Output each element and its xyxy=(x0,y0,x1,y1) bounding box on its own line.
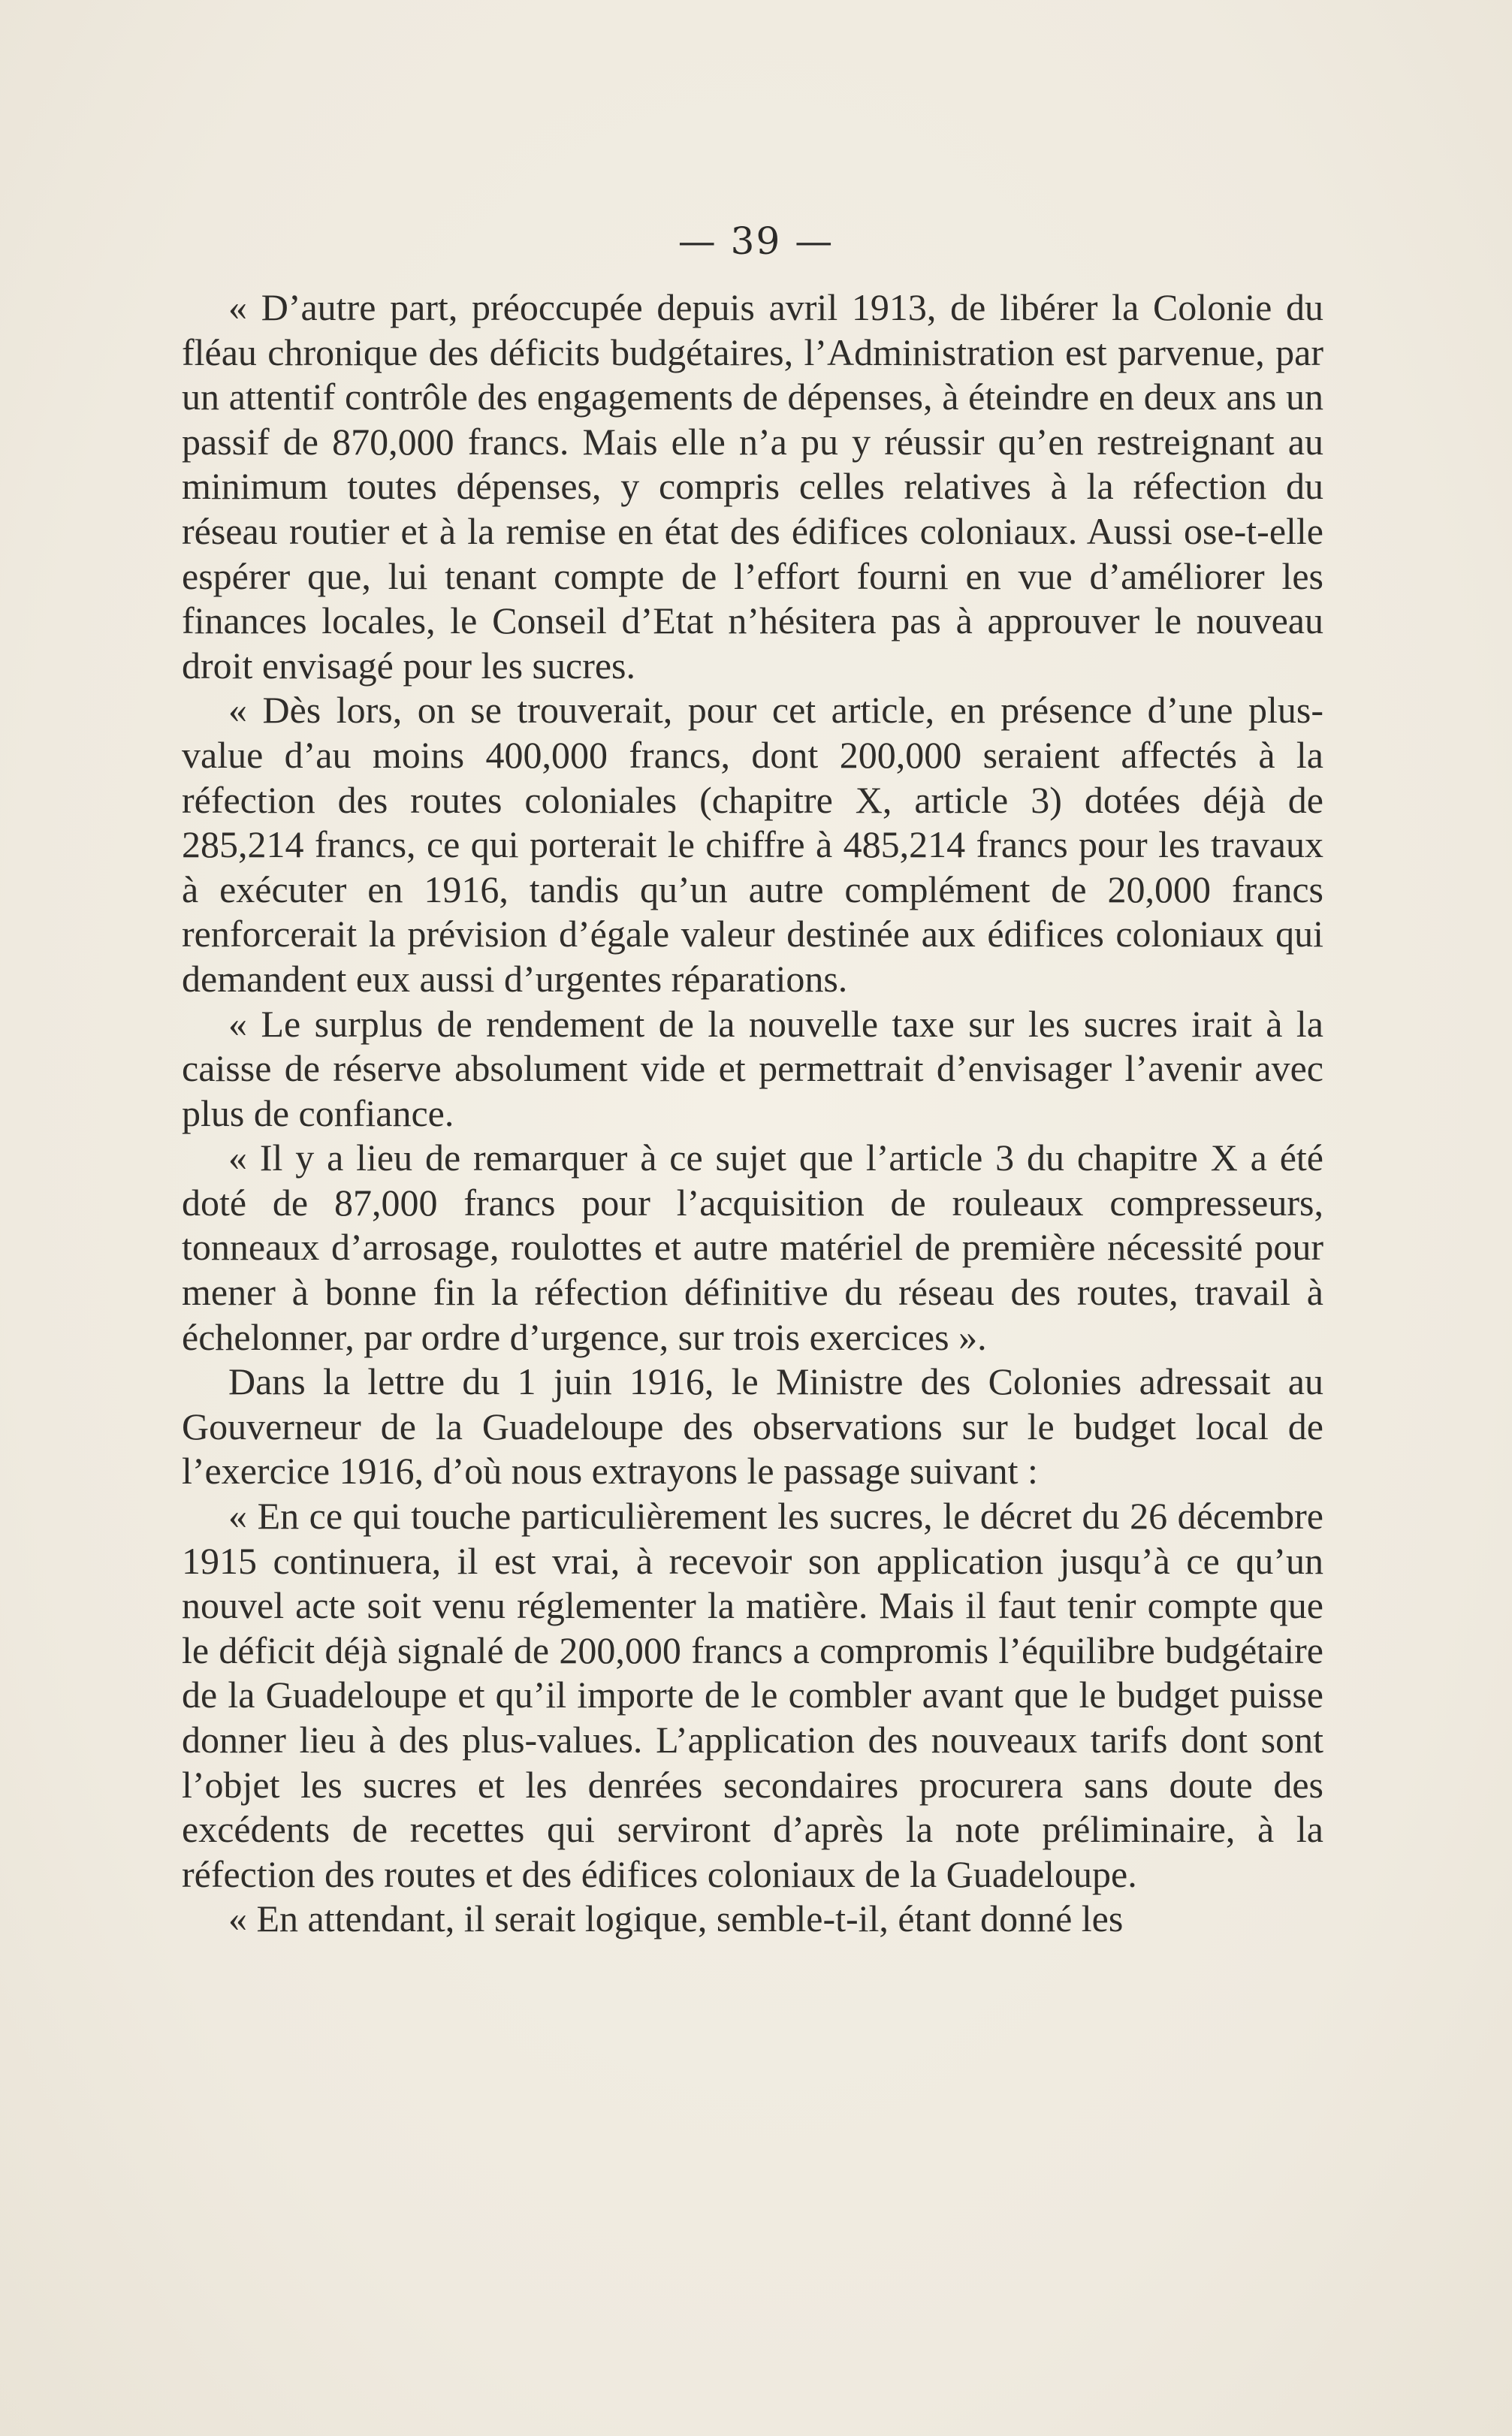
body-text xyxy=(182,285,1323,1942)
paragraph: « Le surplus de rendement de la nouvelle taxe sur les sucres irait à la caisse de réserve absolument vide et permettrait d’envisager l’avenir avec plus de confiance. xyxy=(182,1002,1323,1134)
paragraph: « Il y a lieu de remarquer à ce sujet que l’article 3 du chapitre X a été doté de 87,000 francs pour l’acquisition de rouleaux compresseurs, tonneaux d’arrosage, roulottes et autre matériel de première nécessité pour mener à bonne fin la réfection définitive du réseau des routes, travail à échelonner, par ordre d’urgence, sur trois exercices ». xyxy=(182,1136,1323,1358)
paragraph: « D’autre part, préoccupée depuis avril 1913, de libérer la Colonie du fléau chronique des déficits budgétaires, l’Administration est parvenue, par un attentif contrôle des engagements de dépenses, à éteindre en deux ans un passif de 870,000 francs. Mais elle n’a pu y réussir qu’en restreignant au minimum toutes dépenses, y compris celles relatives à la réfection du réseau routier et à la remise en état des édifices coloniaux. Aussi ose-t-elle espérer que, lui tenant compte de l’effort fourni en vue d’améliorer les finances locales, le Conseil d’Etat n’hésitera pas à approuver le nouveau droit envisagé pour les sucres. xyxy=(182,286,1323,687)
paragraph: « Dès lors, on se trouverait, pour cet article, en présence d’une plus-value d’au moins 400,000 francs, dont 200,000 seraient affectés à la réfection des routes coloniales (chapitre X, article 3) dotées déjà de 285,214 francs, ce qui porterait le chiffre à 485,214 francs pour les travaux à exécuter en 1916, tandis qu’un autre complément de 20,000 francs renforcerait la prévision d’égale valeur destinée aux édifices coloniaux qui demandent eux aussi d’urgentes réparations. xyxy=(182,689,1323,1000)
page-number: — 39 — xyxy=(678,219,834,263)
paragraph: Dans la lettre du 1 juin 1916, le Ministre des Colonies adressait au Gouverneur de la Guadeloupe des observations sur le budget local de l’exercice 1916, d’où nous extrayons le passage suivant : xyxy=(182,1360,1323,1493)
paragraph: « En attendant, il serait logique, semble-t-il, étant donné les xyxy=(228,1897,1124,1940)
paragraph: « En ce qui touche particulièrement les sucres, le décret du 26 décembre 1915 continuera, il est vrai, à recevoir son application jusqu’à ce qu’un nouvel acte soit venu réglementer la matière. Mais il faut tenir compte que le déficit déjà signalé de 200,000 francs a compromis l’équilibre budgétaire de la Guadeloupe et qu’il importe de le combler avant que le budget puisse donner lieu à des plus-values. L’application des nouveaux tarifs dont sont l’objet les sucres et les denrées secondaires procurera sans doute des excédents de recettes qui serviront d’après la note préliminaire, à la réfection des routes et des édifices coloniaux de la Guadeloupe. xyxy=(182,1495,1323,1895)
